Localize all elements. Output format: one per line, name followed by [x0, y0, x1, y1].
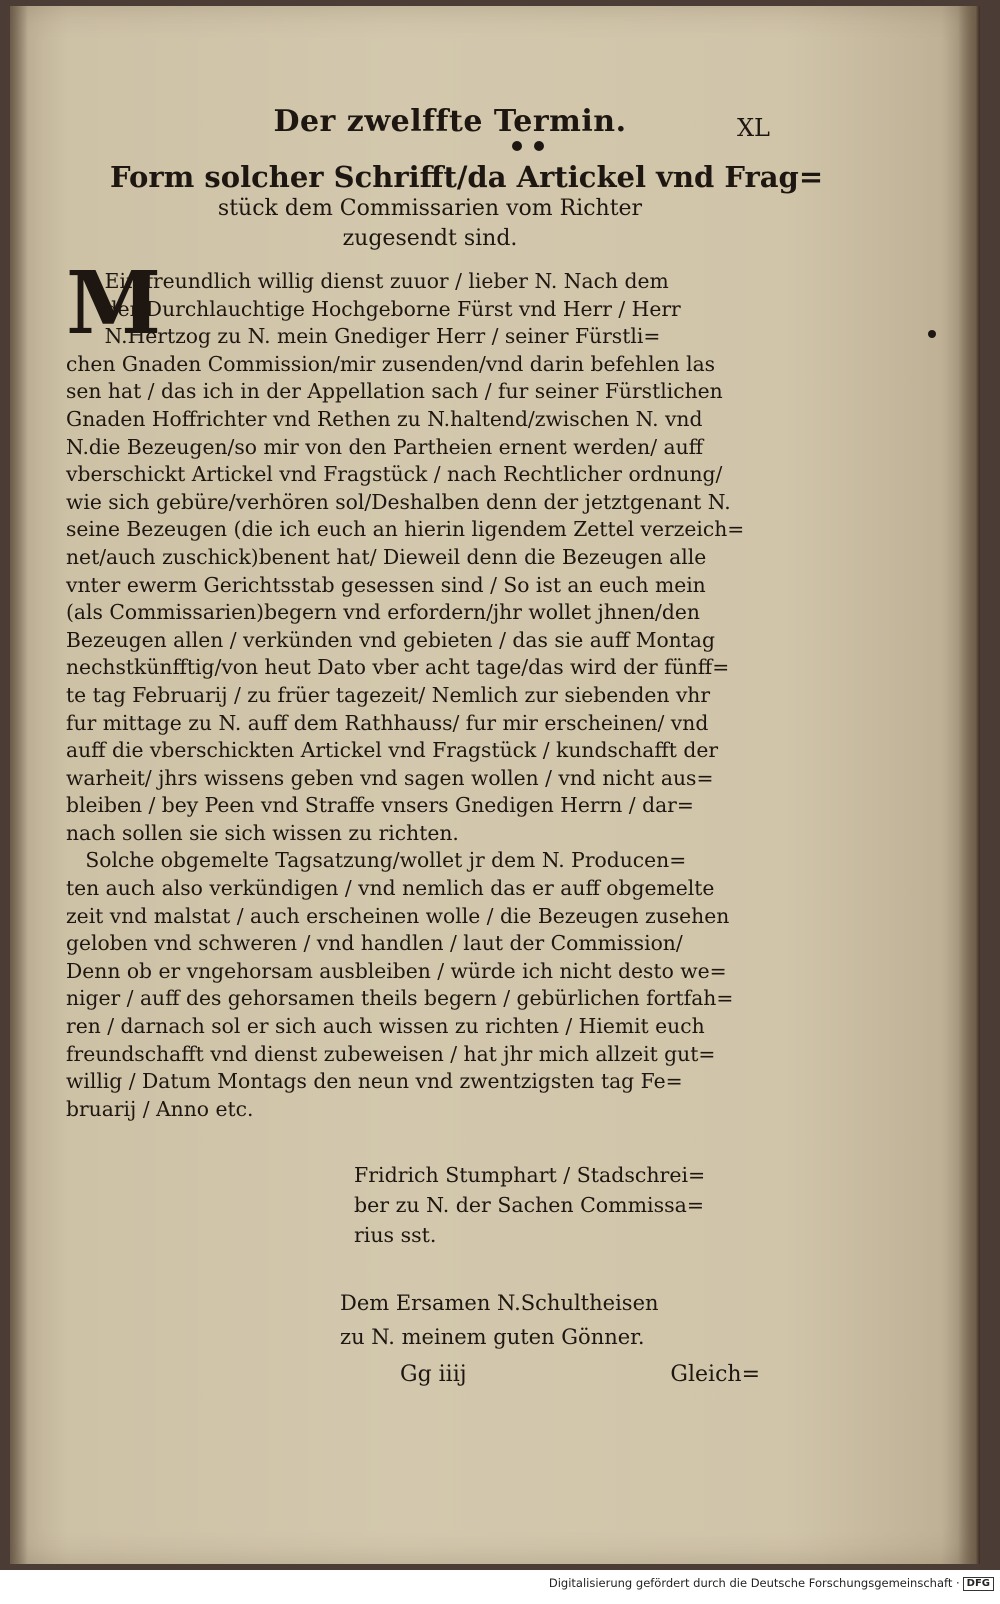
- title-line-1: Form solcher Schrifft/da Artickel vnd Frag=: [110, 160, 824, 194]
- body-line: Gnaden Hoffrichter vnd Rethen zu N.haltend/zwischen N. vnd: [66, 406, 703, 431]
- body-line: willig / Datum Montags den neun vnd zwentzigsten tag Fe=: [66, 1069, 683, 1094]
- ink-dot-icon: [928, 330, 936, 338]
- body-line: N.Hertzog zu N. mein Gnediger Herr / seiner Fürstli=: [66, 324, 661, 349]
- dfg-logo-icon: DFG: [963, 1577, 994, 1591]
- body-text: [66, 253, 756, 1123]
- body-line: fur mittage zu N. auff dem Rathhauss/ fur mir erscheinen/ vnd: [66, 710, 709, 735]
- body-line: freundschafft vnd dienst zubeweisen / hat jhr mich allzeit gut=: [66, 1041, 716, 1066]
- body-line: Denn ob er vngehorsam ausbleiben / würde ich nicht desto we=: [66, 958, 727, 983]
- body-line: zeit vnd malstat / auch erscheinen wolle / die Bezeugen zusehen: [66, 903, 730, 928]
- chapter-title: [110, 160, 824, 254]
- body-line: niger / auff des gehorsamen theils begern / gebürlichen fortfah=: [66, 986, 734, 1011]
- address-block: [340, 1286, 740, 1354]
- signature-line: Fridrich Stumphart / Stadschrei=: [354, 1163, 706, 1187]
- body-line: wie sich gebüre/verhören sol/Deshalben denn der jetztgenant N.: [66, 489, 731, 514]
- body-line: der Durchlauchtige Hochgeborne Fürst vnd Herr / Herr: [66, 296, 681, 321]
- body-line: Bezeugen allen / verkünden vnd gebieten / das sie auff Montag: [66, 627, 715, 652]
- address-line: zu N. meinem guten Gönner.: [340, 1325, 645, 1349]
- body-line: sen hat / das ich in der Appellation sach / fur seiner Fürstlichen: [66, 379, 723, 404]
- title-line-2: stück dem Commissarien vom Richter: [217, 196, 643, 221]
- address-line: Dem Ersamen N.Schultheisen: [340, 1291, 659, 1315]
- page-spine-shadow: [10, 6, 28, 1564]
- body-line: ten auch also verkündigen / vnd nemlich das er auff obgemelte: [66, 876, 715, 901]
- body-line: bruarij / Anno etc.: [66, 1096, 254, 1121]
- digitization-footer: [0, 1576, 994, 1591]
- body-line: seine Bezeugen (die ich euch an hierin ligendem Zettel verzeich=: [66, 517, 745, 542]
- body-line: (als Commissarien)begern vnd erfordern/jhr wollet jhnen/den: [66, 600, 700, 625]
- running-head: Der zwelffte Termin.: [273, 104, 627, 139]
- body-line: net/auch zuschick)benent hat/ Dieweil denn die Bezeugen alle: [66, 544, 707, 569]
- footer-text: Digitalisierung gefördert durch die Deutsche Forschungsgemeinschaft ·: [548, 1576, 960, 1590]
- body-line: N.die Bezeugen/so mir von den Partheien ernent werden/ auff: [66, 434, 704, 459]
- folio-number: XL: [736, 114, 770, 142]
- body-line: ren / darnach sol er sich auch wissen zu richten / Hiemit euch: [66, 1014, 705, 1039]
- ornament-dots-icon: [512, 141, 552, 155]
- catchword: Gleich=: [670, 1362, 760, 1387]
- title-line-3: zugesendt sind.: [342, 226, 518, 251]
- body-line: chen Gnaden Commission/mir zusenden/vnd darin befehlen las: [66, 351, 716, 376]
- signature-mark: Gg iiij: [400, 1362, 467, 1387]
- body-line: bleiben / bey Peen vnd Straffe vnsers Gnedigen Herrn / dar=: [66, 793, 694, 818]
- body-line: warheit/ jhrs wissens geben vnd sagen wollen / vnd nicht aus=: [66, 765, 714, 790]
- body-line: vberschickt Artickel vnd Fragstück / nach Rechtlicher ordnung/: [66, 462, 723, 487]
- body-line: vnter ewerm Gerichtsstab gesessen sind / So ist an euch mein: [66, 572, 706, 597]
- signature-line: rius sst.: [354, 1223, 437, 1247]
- body-line: nechstkünfftig/von heut Dato vber acht tage/das wird der fünff=: [66, 655, 730, 680]
- decorated-initial: M: [66, 253, 162, 354]
- body-line: auff die vberschickten Artickel vnd Fragstück / kundschafft der: [66, 738, 719, 763]
- body-line: te tag Februarij / zu früer tagezeit/ Nemlich zur siebenden vhr: [66, 682, 711, 707]
- body-line: nach sollen sie sich wissen zu richten.: [66, 820, 459, 845]
- signature-line: ber zu N. der Sachen Commissa=: [354, 1193, 705, 1217]
- body-line: Solche obgemelte Tagsatzung/wollet jr dem N. Producen=: [66, 848, 687, 873]
- signature-block: [354, 1160, 754, 1250]
- body-line: geloben vnd schweren / vnd handlen / laut der Commission/: [66, 931, 683, 956]
- body-line: Ein freundlich willig dienst zuuor / lieber N. Nach dem: [66, 269, 669, 293]
- page-edge-shadow: [958, 6, 980, 1564]
